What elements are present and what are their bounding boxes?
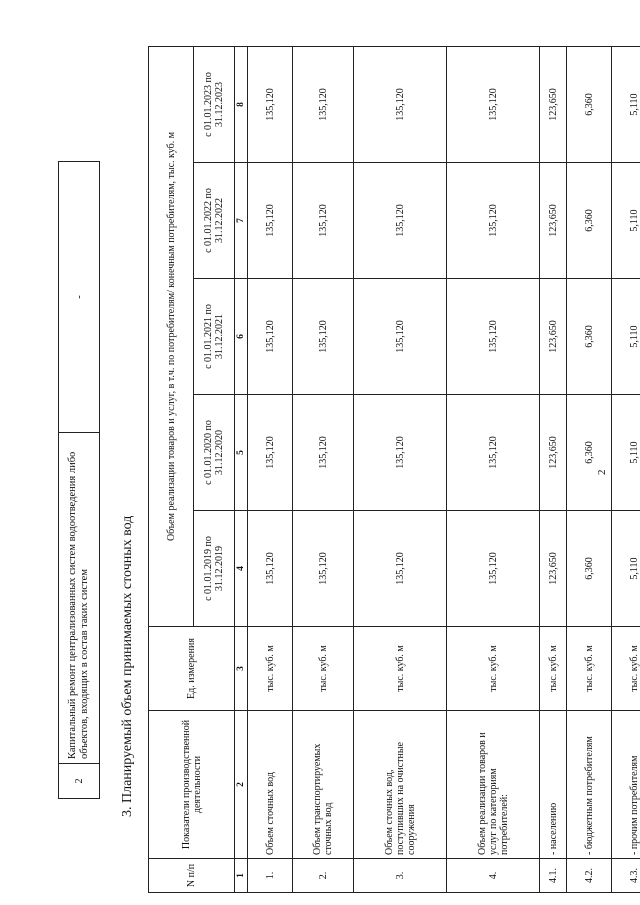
row-value: 5,110 bbox=[612, 47, 640, 163]
header-unit: Ед. измерения bbox=[149, 627, 235, 711]
header-num: N п/п bbox=[149, 859, 235, 893]
row-value: 135,120 bbox=[354, 163, 447, 279]
table-row bbox=[59, 162, 100, 799]
row-indicator: - прочим потребителям bbox=[612, 711, 640, 859]
row-value: 135,120 bbox=[447, 511, 540, 627]
row-description: Капитальный ремонт централизованных систем водоотведения либо объектов, входящих в состав таких систем bbox=[59, 433, 100, 764]
row-number: 1. bbox=[248, 859, 293, 893]
table-row bbox=[293, 47, 354, 893]
column-index: 2 bbox=[235, 711, 248, 859]
row-indicator: - населению bbox=[540, 711, 567, 859]
row-value: 135,120 bbox=[293, 395, 354, 511]
page-number: 2 bbox=[596, 469, 608, 475]
column-index: 1 bbox=[235, 859, 248, 893]
column-index-row bbox=[235, 47, 248, 893]
row-indicator: Объем транспортируемых сточных вод bbox=[293, 711, 354, 859]
row-value: 135,120 bbox=[354, 511, 447, 627]
table-row bbox=[567, 47, 612, 893]
row-value: 135,120 bbox=[293, 47, 354, 163]
row-value: 135,120 bbox=[293, 163, 354, 279]
row-indicator: - бюджетным потребителям bbox=[567, 711, 612, 859]
row-value: 123,650 bbox=[540, 395, 567, 511]
header-volume-group: Объем реализации товаров и услуг, в т.ч. по потребителям/ конечным потребителям, тыс. куб. м bbox=[149, 47, 194, 627]
row-value: 6,360 bbox=[567, 395, 612, 511]
row-number: 3. bbox=[354, 859, 447, 893]
row-indicator: Объем реализации товаров и услуг по категориям потребителей: bbox=[447, 711, 540, 859]
row-unit: тыс. куб. м bbox=[293, 627, 354, 711]
header-indicator: Показатели производственной деятельности bbox=[149, 711, 235, 859]
row-value: 123,650 bbox=[540, 511, 567, 627]
row-value: 135,120 bbox=[447, 163, 540, 279]
row-number: 4.1. bbox=[540, 859, 567, 893]
row-value: 135,120 bbox=[248, 47, 293, 163]
row-value: 135,120 bbox=[248, 395, 293, 511]
row-value: 6,360 bbox=[567, 511, 612, 627]
row-value: 123,650 bbox=[540, 279, 567, 395]
column-index: 8 bbox=[235, 47, 248, 163]
row-value: 135,120 bbox=[248, 279, 293, 395]
section-title: 3. Планируемый объем принимаемых сточных вод bbox=[120, 515, 135, 817]
column-index: 6 bbox=[235, 279, 248, 395]
column-index: 5 bbox=[235, 395, 248, 511]
row-value: 123,650 bbox=[540, 47, 567, 163]
header-period: с 01.01.2019 по 31.12.2019 bbox=[194, 511, 235, 627]
row-number: 4. bbox=[447, 859, 540, 893]
column-index: 3 bbox=[235, 627, 248, 711]
wastewater-volume-table bbox=[148, 46, 640, 893]
header-period: с 01.01.2021 по 31.12.2021 bbox=[194, 279, 235, 395]
header-period: с 01.01.2022 по 31.12.2022 bbox=[194, 163, 235, 279]
row-value: 135,120 bbox=[354, 47, 447, 163]
row-value: 5,110 bbox=[612, 395, 640, 511]
row-number: 2. bbox=[293, 859, 354, 893]
row-value: 6,360 bbox=[567, 47, 612, 163]
row-number: 4.3. bbox=[612, 859, 640, 893]
column-index: 7 bbox=[235, 163, 248, 279]
row-unit: тыс. куб. м bbox=[248, 627, 293, 711]
table-row bbox=[447, 47, 540, 893]
table-row bbox=[354, 47, 447, 893]
row-value: 5,110 bbox=[612, 511, 640, 627]
row-value: 135,120 bbox=[354, 395, 447, 511]
row-value: 135,120 bbox=[447, 395, 540, 511]
row-value: 135,120 bbox=[447, 47, 540, 163]
row-unit: тыс. куб. м bbox=[567, 627, 612, 711]
row-value: 123,650 bbox=[540, 163, 567, 279]
row-indicator: Объем сточных вод, поступивших на очистные сооружения bbox=[354, 711, 447, 859]
row-unit: тыс. куб. м bbox=[540, 627, 567, 711]
row-value: 135,120 bbox=[447, 279, 540, 395]
row-number: 2 bbox=[59, 764, 100, 799]
row-value: 5,110 bbox=[612, 163, 640, 279]
row-value: 5,110 bbox=[612, 279, 640, 395]
table-row bbox=[248, 47, 293, 893]
table-row bbox=[540, 47, 567, 893]
header-row bbox=[149, 47, 194, 893]
row-indicator: Объем сточных вод bbox=[248, 711, 293, 859]
header-period: с 01.01.2023 по 31.12.2023 bbox=[194, 47, 235, 163]
row-unit: тыс. куб. м bbox=[354, 627, 447, 711]
row-value: 135,120 bbox=[248, 163, 293, 279]
row-value: 135,120 bbox=[248, 511, 293, 627]
row-value: 6,360 bbox=[567, 163, 612, 279]
header-period: с 01.01.2020 по 31.12.2020 bbox=[194, 395, 235, 511]
row-unit: тыс. куб. м bbox=[612, 627, 640, 711]
capital-repair-table bbox=[58, 161, 100, 799]
row-value: 135,120 bbox=[293, 279, 354, 395]
column-index: 4 bbox=[235, 511, 248, 627]
row-value: 135,120 bbox=[354, 279, 447, 395]
row-value: 6,360 bbox=[567, 279, 612, 395]
table-row bbox=[612, 47, 640, 893]
row-value: 135,120 bbox=[293, 511, 354, 627]
row-value: - bbox=[59, 162, 100, 433]
row-number: 4.2. bbox=[567, 859, 612, 893]
row-unit: тыс. куб. м bbox=[447, 627, 540, 711]
